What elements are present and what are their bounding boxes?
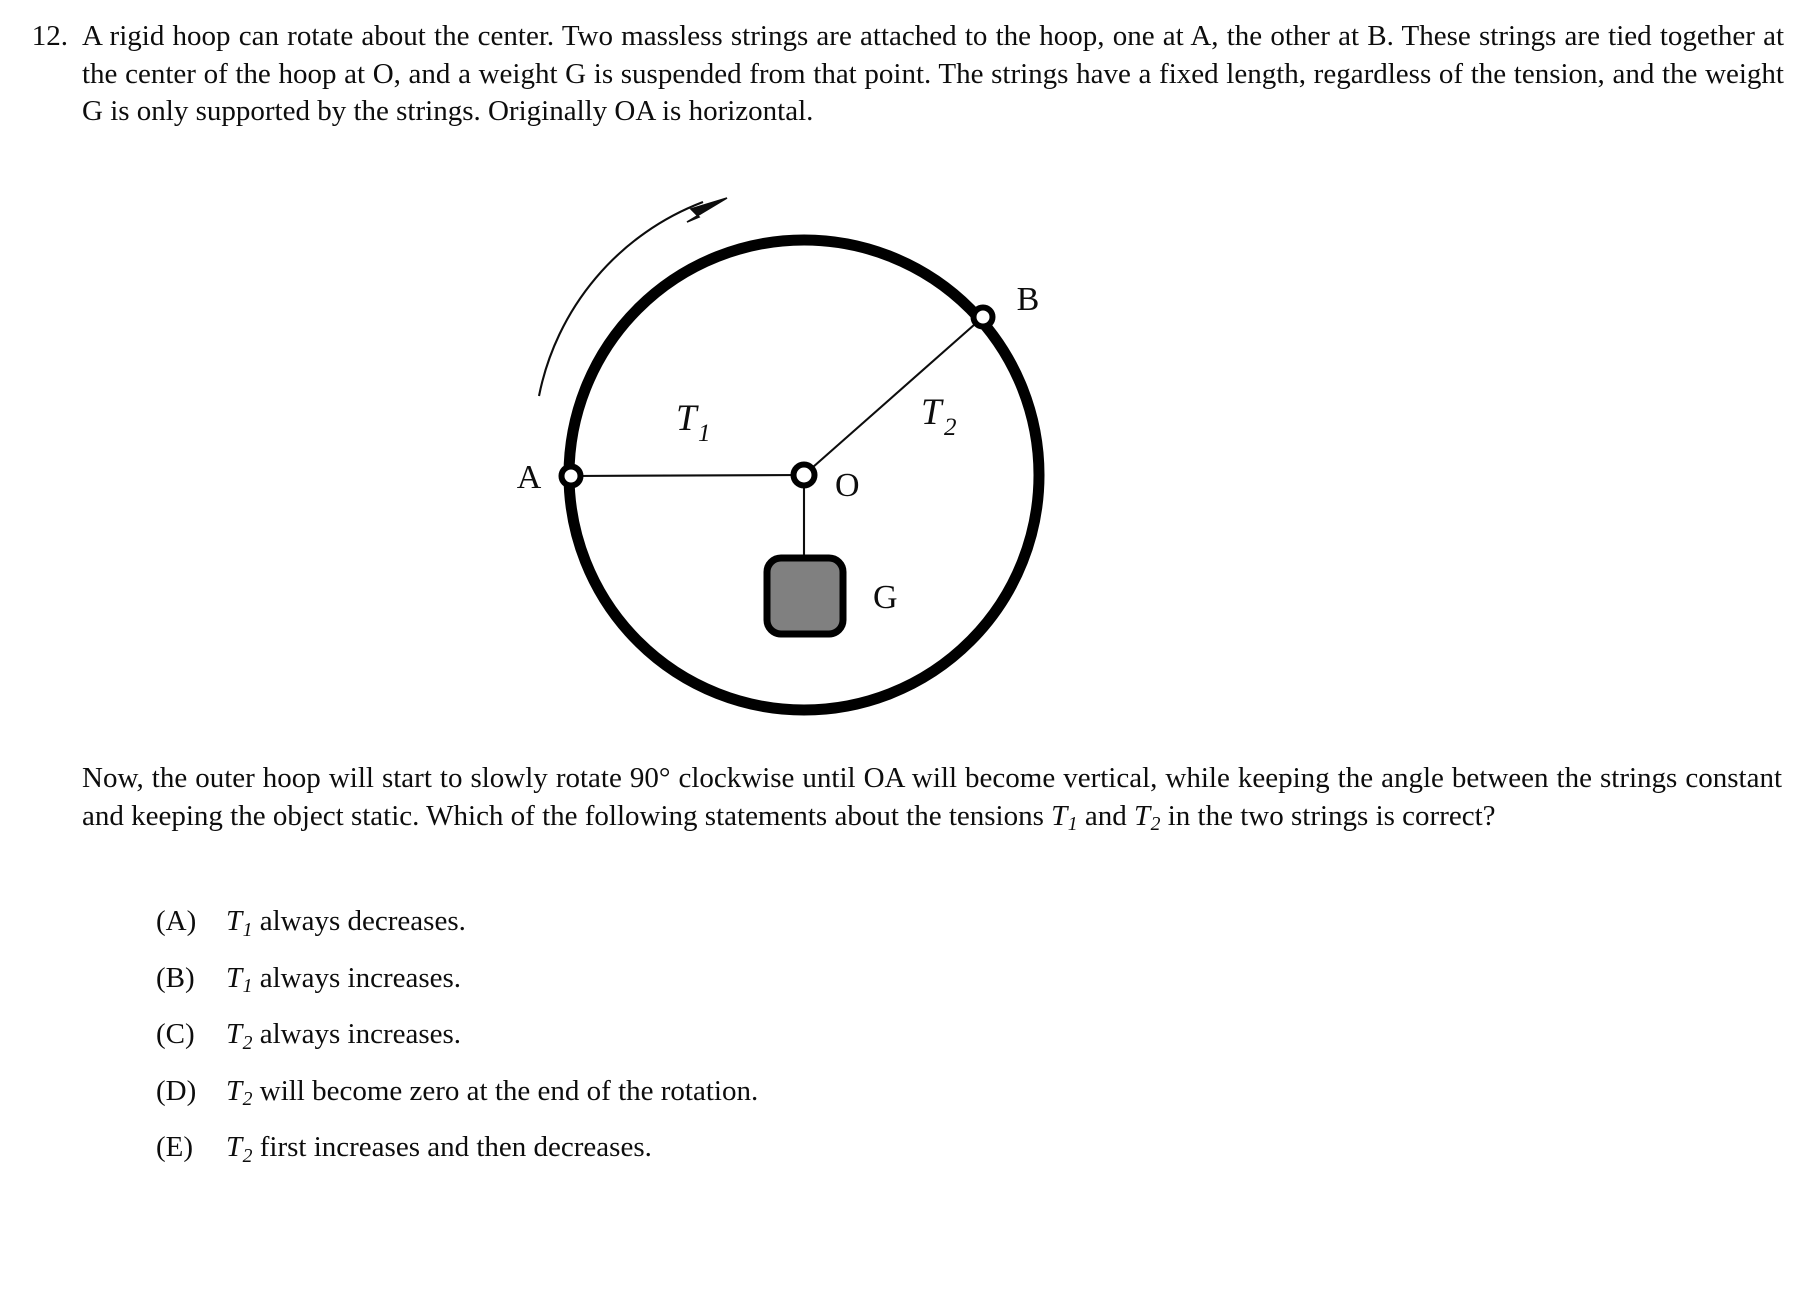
option-e-text [226, 1123, 652, 1180]
followup-var-t1: T1 [1051, 799, 1078, 836]
answer-options-list [156, 897, 1456, 1180]
option-b-tag: (B) [156, 961, 195, 994]
rotation-arc [539, 202, 703, 396]
option-e-description: first increases and then decreases. [252, 1131, 652, 1164]
option-d-tag: (D) [156, 1074, 197, 1107]
option-c-tag: (C) [156, 1018, 195, 1051]
label-o: O [834, 467, 860, 504]
option-a-description: always decreases. [252, 905, 466, 937]
problem-number: 12. [31, 20, 68, 52]
problem-statement-text: A rigid hoop can rotate about the center. Two massless strings are attached to the hoop, one at A, the other at B. These strings are tied together at the center of the hoop at O, and a weight G is suspended from that point. The strings have a fixed length, regardless of the tension, and the weight G is only supported by the strings. Originally OA is horizontal. [82, 20, 1784, 127]
knot-point-o [793, 465, 814, 486]
attachment-point-a [561, 467, 580, 486]
option-c-description: always increases. [252, 1018, 462, 1051]
followup-text-part1: Now, the outer hoop will start to slowly rotate 90° clockwise until OA will become vertical, while keeping the angle between the strings constant and keeping the object static. Which of the following statements about the tensions [82, 762, 1782, 832]
option-b-description: always increases. [252, 961, 462, 994]
option-d-description: will become zero at the end of the rotation. [252, 1074, 759, 1107]
problem-statement [82, 18, 1784, 131]
option-b-text [226, 954, 461, 1011]
option-e-tag: (E) [156, 1131, 194, 1164]
option-a-variable: T1 [226, 905, 253, 941]
followup-paragraph [82, 760, 1782, 844]
label-t1-subscript: 1 [697, 420, 710, 447]
attachment-point-b [973, 308, 992, 327]
problem-block [24, 18, 1784, 131]
followup-mid-text: and [1077, 799, 1134, 832]
option-c-variable: T2 [226, 1018, 253, 1054]
label-g: G [872, 579, 898, 616]
followup-text [82, 760, 1782, 844]
option-a-text [226, 897, 466, 954]
option-d-variable: T2 [226, 1074, 253, 1111]
string-t2 [804, 317, 983, 475]
figure-container [0, 176, 1801, 746]
option-e[interactable] [156, 1123, 1456, 1180]
option-b[interactable] [156, 954, 1456, 1011]
option-a[interactable] [156, 897, 1456, 954]
label-t1-base: T [675, 398, 697, 439]
hoop-diagram [501, 176, 1301, 746]
option-c[interactable] [156, 1010, 1456, 1067]
weight-block [767, 558, 843, 634]
label-t2-base: T [920, 392, 942, 433]
option-c-text [226, 1010, 461, 1067]
rotation-arrowhead [687, 198, 727, 222]
label-a: A [516, 459, 541, 496]
followup-text-part2: in the two strings is correct? [1160, 799, 1496, 832]
label-b: B [1016, 281, 1039, 318]
option-a-tag: (A) [156, 905, 197, 937]
followup-var-t2: T2 [1134, 799, 1161, 836]
option-d-text [226, 1067, 758, 1124]
label-t2-subscript: 2 [943, 414, 956, 441]
option-b-variable: T1 [226, 961, 253, 998]
rotation-arrow-icon [539, 198, 727, 396]
option-e-variable: T2 [226, 1131, 253, 1167]
string-t1 [571, 475, 804, 476]
option-d[interactable] [156, 1067, 1456, 1124]
